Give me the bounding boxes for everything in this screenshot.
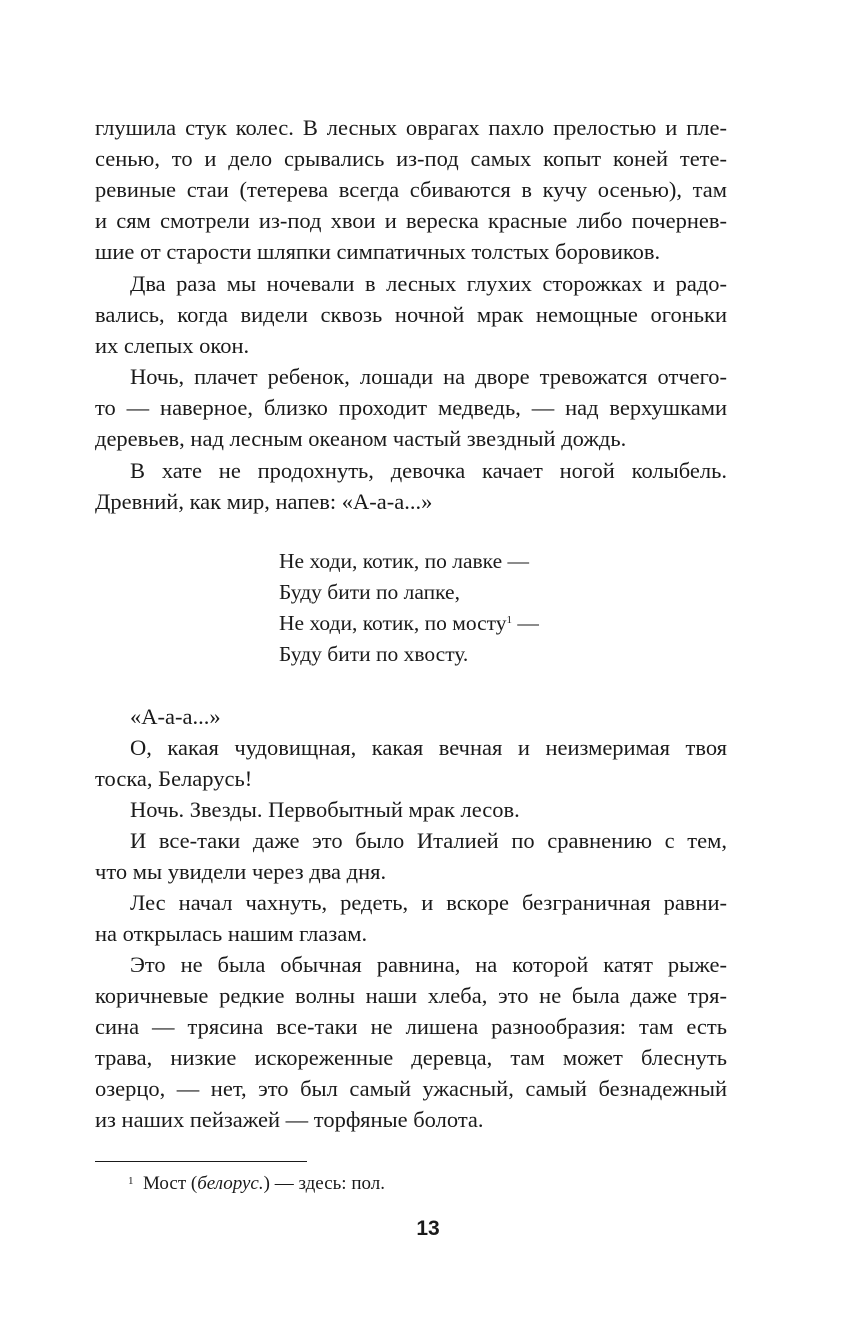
- text-line: шие от старости шляпки симпатичных толстых боровиков.: [95, 239, 661, 264]
- text-line: из наших пейзажей — торфяные болота.: [95, 1107, 484, 1132]
- text-line: И все-таки даже это было Италией по сравнению с тем,: [130, 828, 727, 853]
- text-line: «А-а-а...»: [130, 704, 221, 729]
- text-line: Ночь, плачет ребенок, лошади на дворе тревожатся отчего-: [130, 364, 727, 389]
- verse-dash: —: [512, 611, 539, 635]
- footnote-reference[interactable]: 1: [506, 614, 513, 626]
- text-line: трава, низкие искореженные деревца, там может блеснуть: [95, 1045, 727, 1070]
- text-line: тоска, Беларусь!: [95, 766, 253, 791]
- text-line: Древний, как мир, напев: «А-а-а...»: [95, 489, 433, 514]
- page-number: 13: [416, 1217, 440, 1240]
- text-line: ревиные стаи (тетерева всегда сбиваются в кучу осенью), там: [95, 177, 727, 202]
- text-line: О, какая чудовищная, какая вечная и неизмеримая твоя: [130, 735, 727, 760]
- footnote-word: Мост (: [143, 1173, 198, 1194]
- text-line: деревьев, над лесным океаном частый звездный дождь.: [95, 426, 627, 451]
- text-line: Ночь. Звезды. Первобытный мрак лесов.: [130, 797, 520, 822]
- text-line: Лес начал чахнуть, редеть, и вскоре безграничная равни-: [130, 890, 727, 915]
- verse-line: Буду бити по хвосту.: [279, 642, 469, 666]
- footnote: [128, 1170, 385, 1198]
- footnote-rest: ) — здесь: пол.: [263, 1173, 385, 1194]
- text-line: что мы увидели через два дня.: [95, 859, 387, 884]
- text-line: коричневые редкие волны наши хлеба, это не была даже тря-: [95, 983, 727, 1008]
- footnote-marker: 1: [128, 1175, 134, 1187]
- text-line: их слепых окон.: [95, 333, 250, 358]
- text-line: Два раза мы ночевали в лесных глухих сторожках и радо-: [130, 271, 727, 296]
- verse-line: Не ходи, котик, по лавке —: [279, 549, 530, 573]
- verse-line: Буду бити по лапке,: [279, 580, 460, 604]
- text-line: озерцо, — нет, это был самый ужасный, самый безнадежный: [95, 1076, 727, 1101]
- verse-line: [279, 608, 539, 639]
- text-line: В хате не продохнуть, девочка качает ногой колыбель.: [130, 458, 727, 483]
- text-line: на открылась нашим глазам.: [95, 921, 368, 946]
- text-line: глушила стук колес. В лесных оврагах пахло прелостью и пле-: [95, 115, 727, 140]
- text-line: сина — трясина все-таки не лишена разнообразия: там есть: [95, 1014, 727, 1039]
- text-line: вались, когда видели сквозь ночной мрак немощные огоньки: [95, 302, 727, 327]
- text-line: Это не была обычная равнина, на которой катят рыже-: [130, 952, 727, 977]
- text-line: и сям смотрели из-под хвои и вереска красные либо почернев-: [95, 208, 727, 233]
- text-line: то — наверное, близко проходит медведь, — над верхушками: [95, 395, 727, 420]
- footnote-italic: белорус.: [197, 1173, 264, 1194]
- text-line: сенью, то и дело срывались из-под самых копыт коней тете-: [95, 146, 727, 171]
- footnote-divider: [95, 1161, 307, 1162]
- verse-text: Не ходи, котик, по мосту: [279, 611, 507, 635]
